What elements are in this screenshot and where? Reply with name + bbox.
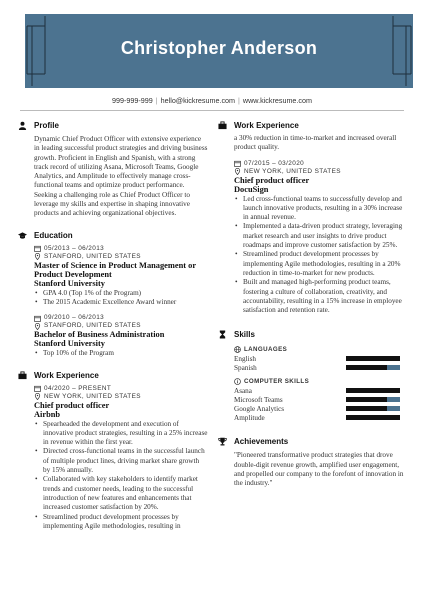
person-icon: [18, 121, 34, 130]
skill-row: [218, 386, 406, 395]
work-bullets: [218, 195, 406, 316]
list-item: • Streamlined product development processes by implementing Agile methodologies, resulting in: [34, 513, 208, 532]
list-item: • Spearheaded the development and execution of innovative product strategies, resulting in a 25% increase in revenue within the first year.: [34, 420, 208, 448]
contact-line: 999-999-999 | hello@kickresume.com | www.kickresume.com: [111, 96, 312, 105]
briefcase-icon: [18, 371, 34, 380]
skill-name: Microsoft Teams: [234, 395, 283, 404]
education-bullets: [18, 289, 208, 308]
education-degree: Master of Science in Product Management or Product Development: [34, 260, 196, 279]
email-link[interactable]: hello@kickresume.com: [160, 96, 236, 105]
list-item: • Implemented a data-driven product strategy, leveraging market research and user insights to drive product roadmaps and improve customer satisfaction by 25%.: [234, 222, 406, 250]
education-location: STANFORD, UNITED STATES: [18, 322, 208, 330]
work-continuation-text: a 30% reduction in time-to-market and increased overall product quality.: [234, 134, 397, 152]
skill-name: Spanish: [234, 363, 257, 372]
skills-heading: Skills: [218, 327, 406, 341]
education-entry: [18, 314, 208, 358]
skill-row: [218, 363, 406, 372]
work-location: NEW YORK, UNITED STATES: [18, 393, 208, 401]
calendar-icon: [34, 315, 41, 322]
skills-group-label: LANGUAGES: [218, 345, 406, 354]
calendar-icon: [34, 245, 41, 252]
education-dates: 09/2010 – 06/2013: [18, 314, 208, 322]
skill-row: [218, 413, 406, 422]
profile-heading: Profile: [18, 118, 208, 132]
list-item: • The 2015 Academic Excellence Award winner: [34, 298, 208, 307]
work-dates: 04/2020 – PRESENT: [18, 385, 208, 393]
skill-level-bar: [346, 388, 400, 393]
contact-divider: [20, 110, 404, 111]
work-entry: [18, 385, 208, 532]
skill-level-fill: [346, 356, 400, 361]
list-item: • GPA 4.0 (Top 1% of the Program): [34, 289, 208, 298]
skill-level-bar: [346, 397, 400, 402]
location-pin-icon: [34, 253, 41, 260]
work-bullets: [18, 420, 208, 532]
skill-name: English: [234, 354, 256, 363]
profile-text: Dynamic Chief Product Officer with extensive experience in leading successful product strategies and driving business growth. Proficient in English and Spanish, with a strong track record of utilizing Asana, Microsoft Teams, Google Analytics, and Amplitude to effectively manage cross-functional teams and optimize product performance. Seeking a challenging role as Chief Product Officer to leverage my skills and expertise in shaping innovative products and achieving organizational objectives.: [34, 135, 208, 218]
list-item: • Led cross-functional teams to successfully develop and launch innovative products, resulting in a 30% increase in annual revenue.: [234, 195, 406, 223]
skill-level-fill: [346, 388, 400, 393]
skill-level-fill: [346, 397, 387, 402]
location-pin-icon: [234, 168, 241, 175]
list-item: • Built and managed high-performing product teams, fostering a culture of collaboration, creativity, and accountability, resulting in a 15% increase in employee satisfaction and retention rate.: [234, 278, 406, 315]
skills-group-computer: [218, 377, 406, 422]
education-bullets: [18, 349, 208, 358]
skill-level-bar: [346, 365, 400, 370]
skills-group-languages: [218, 345, 406, 372]
education-entry: [18, 245, 208, 308]
job-title: Chief product officer: [234, 175, 310, 185]
skill-name: Amplitude: [234, 413, 265, 422]
work-experience-heading: Work Experience: [18, 369, 208, 383]
skill-level-fill: [346, 365, 387, 370]
education-dates: 05/2013 – 06/2013: [18, 245, 208, 253]
achievements-text: "Pioneered transformative product strategies that drove double-digit revenue growth, amplified user engagement, and propelled our company to the forefont of innovation in the industry.": [234, 451, 404, 488]
location-pin-icon: [34, 393, 41, 400]
info-circle-icon: [234, 378, 241, 385]
list-item: • Directed cross-functional teams in the successful launch of multiple product lines, driving market share growth by 15% annually.: [34, 447, 208, 475]
list-item: • Top 10% of the Program: [34, 349, 208, 358]
skill-level-bar: [346, 356, 400, 361]
skill-level-bar: [346, 406, 400, 411]
skill-level-bar: [346, 415, 400, 420]
education-school: Stanford University: [34, 339, 105, 349]
education-degree: Bachelor of Business Administration: [34, 330, 165, 340]
education-heading: Education: [18, 229, 208, 243]
location-pin-icon: [34, 323, 41, 330]
briefcase-icon: [218, 121, 234, 130]
skill-name: Asana: [234, 386, 252, 395]
work-experience-heading: Work Experience: [218, 118, 406, 132]
hourglass-icon: [218, 330, 234, 339]
work-dates: 07/2015 – 03/2020: [218, 160, 406, 168]
graduation-cap-icon: [18, 231, 34, 240]
right-column: [218, 118, 406, 489]
education-location: STANFORD, UNITED STATES: [18, 253, 208, 261]
globe-icon: [234, 346, 241, 353]
phone-number: 999-999-999: [111, 96, 153, 105]
candidate-name: Christopher Anderson: [120, 38, 318, 58]
achievements-heading: Achievements: [218, 434, 406, 448]
skill-name: Google Analytics: [234, 404, 285, 413]
company-name: Airbnb: [34, 409, 61, 419]
skill-level-fill: [346, 406, 387, 411]
company-name: DocuSign: [234, 184, 269, 194]
job-title: Chief product officer: [34, 400, 110, 410]
skill-level-fill: [346, 415, 400, 420]
skills-group-label: COMPUTER SKILLS: [218, 377, 406, 386]
list-item: • Streamlined product development processes by implementing Agile methodologies, resulting in a 20% reduction in time-to-market for new products.: [234, 250, 406, 278]
skill-row: [218, 395, 406, 404]
skill-row: [218, 354, 406, 363]
website-link[interactable]: www.kickresume.com: [242, 96, 312, 105]
left-column: [18, 118, 208, 531]
list-item: • Collaborated with key stakeholders to identify market trends and customer needs, leading to the successful introduction of new features and enhancements that increased customer satisfaction by 20%.: [34, 475, 208, 512]
education-school: Stanford University: [34, 278, 105, 288]
calendar-icon: [234, 160, 241, 167]
work-entry: [218, 160, 406, 316]
trophy-icon: [218, 437, 234, 446]
calendar-icon: [34, 385, 41, 392]
resume-header: [25, 14, 413, 88]
work-location: NEW YORK, UNITED STATES: [218, 168, 406, 176]
skill-row: [218, 404, 406, 413]
